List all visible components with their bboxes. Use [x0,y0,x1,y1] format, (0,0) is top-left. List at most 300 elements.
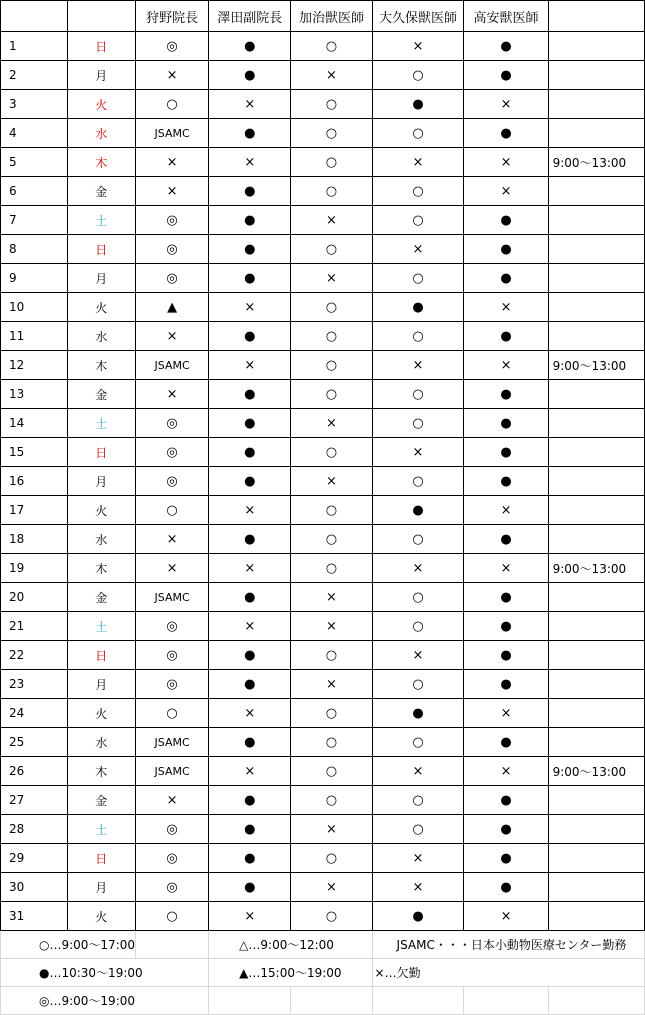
shift-cell-kaji: ○ [291,90,372,119]
hours-note [548,641,644,670]
schedule-row [1,902,645,931]
day-number: 15 [1,438,68,467]
shift-cell-kano: JSAMC [136,728,209,757]
weekday: 日 [67,641,135,670]
shift-cell-kaji: ○ [291,322,372,351]
hours-note [548,438,644,467]
hours-note [548,902,644,931]
shift-cell-kano: ◎ [136,264,209,293]
header-cell [1,1,68,32]
shift-cell-takayasu: ● [464,235,548,264]
shift-cell-takayasu: ● [464,873,548,902]
hours-note [548,293,644,322]
shift-cell-kaji: ○ [291,641,372,670]
shift-cell-kaji: × [291,583,372,612]
shift-cell-takayasu: × [464,148,548,177]
shift-cell-okubo: × [372,235,464,264]
shift-cell-kaji: ○ [291,32,372,61]
shift-cell-kano: JSAMC [136,351,209,380]
shift-cell-sawada: ● [209,32,291,61]
shift-cell-takayasu: ● [464,844,548,873]
day-number: 29 [1,844,68,873]
schedule-row [1,206,645,235]
legend-spacer [136,931,209,959]
hours-note [548,90,644,119]
shift-cell-sawada: ● [209,206,291,235]
day-number: 21 [1,612,68,641]
shift-cell-kaji: ○ [291,293,372,322]
shift-cell-okubo: × [372,438,464,467]
weekday: 月 [67,873,135,902]
shift-cell-takayasu: ● [464,264,548,293]
shift-cell-takayasu: × [464,177,548,206]
day-number: 11 [1,322,68,351]
shift-cell-sawada: × [209,148,291,177]
hours-note [548,670,644,699]
day-number: 28 [1,815,68,844]
shift-cell-sawada: ● [209,409,291,438]
shift-cell-okubo: × [372,844,464,873]
shift-cell-kano: JSAMC [136,757,209,786]
shift-cell-kaji: ○ [291,119,372,148]
weekday: 月 [67,670,135,699]
weekday: 木 [67,757,135,786]
shift-cell-sawada: ● [209,264,291,293]
shift-cell-okubo: ● [372,90,464,119]
legend-black-triangle: ▲…15:00～19:00 [209,959,372,987]
schedule-row [1,380,645,409]
weekday: 火 [67,90,135,119]
day-number: 27 [1,786,68,815]
day-number: 3 [1,90,68,119]
shift-cell-takayasu: ● [464,786,548,815]
shift-cell-sawada: ● [209,177,291,206]
legend-row [1,987,645,1015]
weekday: 水 [67,322,135,351]
shift-cell-kaji: × [291,873,372,902]
shift-cell-kano: ◎ [136,438,209,467]
header-doctor-takayasu: 高安獣医師 [464,1,548,32]
shift-cell-takayasu: ● [464,525,548,554]
shift-cell-kaji: ○ [291,728,372,757]
weekday: 火 [67,699,135,728]
day-number: 2 [1,61,68,90]
hours-note [548,32,644,61]
shift-cell-okubo: ○ [372,467,464,496]
legend-jsamc: JSAMC・・・日本小動物医療センター勤務 [372,931,644,959]
weekday: 土 [67,612,135,641]
shift-cell-sawada: ● [209,322,291,351]
weekday: 木 [67,554,135,583]
schedule-row [1,235,645,264]
schedule-row [1,612,645,641]
schedule-row [1,90,645,119]
shift-cell-okubo: ○ [372,728,464,757]
shift-cell-kano: ○ [136,902,209,931]
shift-cell-okubo: ○ [372,786,464,815]
shift-cell-okubo: ○ [372,525,464,554]
schedule-row [1,873,645,902]
shift-cell-kano: × [136,525,209,554]
weekday: 火 [67,496,135,525]
shift-cell-kano: ◎ [136,815,209,844]
shift-cell-okubo: ○ [372,612,464,641]
hours-note [548,206,644,235]
day-number: 12 [1,351,68,380]
schedule-row [1,844,645,873]
header-doctor-kano: 狩野院長 [136,1,209,32]
schedule-row [1,409,645,438]
shift-cell-kano: ○ [136,496,209,525]
shift-cell-kaji: ○ [291,699,372,728]
shift-cell-kano: ◎ [136,670,209,699]
weekday: 土 [67,206,135,235]
shift-cell-takayasu: ● [464,380,548,409]
legend-spacer [464,987,548,1015]
legend-spacer [548,987,644,1015]
shift-cell-kaji: × [291,61,372,90]
weekday: 日 [67,32,135,61]
shift-cell-okubo: × [372,757,464,786]
shift-cell-sawada: ● [209,844,291,873]
shift-cell-kaji: × [291,409,372,438]
shift-cell-takayasu: ● [464,119,548,148]
shift-cell-okubo: ● [372,496,464,525]
weekday: 金 [67,786,135,815]
shift-cell-sawada: ● [209,670,291,699]
shift-cell-kaji: ○ [291,786,372,815]
weekday: 金 [67,380,135,409]
header-row [1,1,645,32]
day-number: 5 [1,148,68,177]
legend-row [1,959,645,987]
shift-cell-okubo: ○ [372,119,464,148]
schedule-row [1,496,645,525]
schedule-row [1,351,645,380]
shift-cell-takayasu: × [464,757,548,786]
shift-cell-takayasu: × [464,90,548,119]
shift-cell-takayasu: ● [464,206,548,235]
shift-cell-kano: ◎ [136,612,209,641]
weekday: 水 [67,119,135,148]
shift-cell-kaji: ○ [291,177,372,206]
schedule-row [1,467,645,496]
shift-cell-sawada: ● [209,786,291,815]
shift-cell-sawada: × [209,351,291,380]
hours-note [548,786,644,815]
schedule-row [1,32,645,61]
shift-cell-takayasu: ● [464,583,548,612]
shift-cell-kano: × [136,61,209,90]
schedule-row [1,322,645,351]
shift-cell-kaji: ○ [291,757,372,786]
hours-note [548,496,644,525]
schedule-row [1,554,645,583]
hours-note [548,409,644,438]
shift-cell-kano: ◎ [136,641,209,670]
shift-cell-takayasu: × [464,351,548,380]
hours-note [548,728,644,757]
day-number: 16 [1,467,68,496]
shift-cell-takayasu: ● [464,438,548,467]
shift-cell-sawada: × [209,902,291,931]
hours-note [548,119,644,148]
schedule-row [1,815,645,844]
shift-cell-kano: ○ [136,699,209,728]
shift-cell-takayasu: ● [464,670,548,699]
day-number: 1 [1,32,68,61]
header-doctor-kaji: 加治獣医師 [291,1,372,32]
day-number: 14 [1,409,68,438]
shift-cell-okubo: ○ [372,815,464,844]
header-doctor-sawada: 澤田副院長 [209,1,291,32]
shift-cell-okubo: ● [372,902,464,931]
shift-cell-sawada: ● [209,815,291,844]
legend-triangle: △…9:00～12:00 [209,931,372,959]
shift-cell-kaji: ○ [291,380,372,409]
weekday: 金 [67,177,135,206]
shift-cell-takayasu: × [464,902,548,931]
hours-note [548,815,644,844]
shift-cell-okubo: ○ [372,380,464,409]
shift-cell-okubo: ○ [372,264,464,293]
shift-cell-kaji: ○ [291,148,372,177]
weekday: 火 [67,293,135,322]
legend-spacer [209,987,291,1015]
schedule-row [1,583,645,612]
shift-cell-okubo: ○ [372,61,464,90]
hours-note [548,235,644,264]
shift-cell-sawada: ● [209,583,291,612]
shift-cell-kano: ◎ [136,409,209,438]
schedule-row [1,525,645,554]
shift-cell-okubo: ○ [372,409,464,438]
hours-note: 9:00～13:00 [548,554,644,583]
shift-cell-kaji: ○ [291,438,372,467]
shift-cell-kaji: × [291,467,372,496]
shift-cell-kaji: ○ [291,525,372,554]
hours-note [548,873,644,902]
weekday: 土 [67,409,135,438]
shift-cell-takayasu: ● [464,612,548,641]
shift-cell-okubo: × [372,351,464,380]
legend-cross: ×…欠勤 [372,959,644,987]
shift-cell-kaji: × [291,815,372,844]
shift-cell-kano: × [136,786,209,815]
hours-note: 9:00～13:00 [548,351,644,380]
schedule-row [1,61,645,90]
shift-cell-kano: ◎ [136,235,209,264]
schedule-row [1,119,645,148]
day-number: 6 [1,177,68,206]
legend-spacer [372,987,464,1015]
shift-cell-takayasu: ● [464,32,548,61]
day-number: 7 [1,206,68,235]
day-number: 18 [1,525,68,554]
hours-note [548,612,644,641]
shift-cell-okubo: × [372,554,464,583]
shift-cell-sawada: ● [209,61,291,90]
schedule-row [1,293,645,322]
shift-cell-sawada: × [209,90,291,119]
shift-cell-okubo: ○ [372,206,464,235]
hours-note [548,61,644,90]
schedule-row [1,264,645,293]
shift-cell-kano: × [136,554,209,583]
shift-cell-kano: × [136,322,209,351]
shift-cell-okubo: ● [372,293,464,322]
day-number: 4 [1,119,68,148]
legend-row [1,931,645,959]
schedule-row [1,728,645,757]
weekday: 土 [67,815,135,844]
shift-cell-takayasu: ● [464,815,548,844]
header-cell [548,1,644,32]
shift-cell-kano: JSAMC [136,119,209,148]
shift-cell-okubo: ○ [372,322,464,351]
weekday: 月 [67,264,135,293]
day-number: 22 [1,641,68,670]
day-number: 20 [1,583,68,612]
weekday: 日 [67,844,135,873]
shift-cell-kaji: ○ [291,902,372,931]
shift-cell-sawada: ● [209,525,291,554]
shift-cell-kaji: × [291,206,372,235]
hours-note [548,264,644,293]
weekday: 日 [67,235,135,264]
schedule-row [1,438,645,467]
weekday: 月 [67,467,135,496]
shift-cell-kaji: ○ [291,844,372,873]
schedule-row [1,641,645,670]
shift-cell-kano: ◎ [136,844,209,873]
shift-cell-kano: ▲ [136,293,209,322]
day-number: 31 [1,902,68,931]
legend-body [1,931,645,1015]
header-doctor-okubo: 大久保獣医師 [372,1,464,32]
shift-cell-kaji: × [291,670,372,699]
shift-cell-kaji: × [291,612,372,641]
hours-note: 9:00～13:00 [548,757,644,786]
weekday: 木 [67,351,135,380]
shift-cell-sawada: ● [209,728,291,757]
hours-note [548,467,644,496]
schedule-row [1,670,645,699]
weekday: 木 [67,148,135,177]
day-number: 19 [1,554,68,583]
schedule-row [1,757,645,786]
day-number: 13 [1,380,68,409]
shift-cell-okubo: ● [372,699,464,728]
hours-note [548,525,644,554]
header-cell [67,1,135,32]
shift-cell-takayasu: ● [464,467,548,496]
shift-cell-takayasu: × [464,699,548,728]
shift-cell-takayasu: × [464,293,548,322]
shift-cell-okubo: × [372,873,464,902]
schedule-row [1,177,645,206]
hours-note [548,699,644,728]
hours-note [548,844,644,873]
shift-cell-kaji: ○ [291,554,372,583]
shift-cell-kano: × [136,380,209,409]
hours-note [548,177,644,206]
day-number: 26 [1,757,68,786]
shift-cell-kano: ◎ [136,206,209,235]
day-number: 23 [1,670,68,699]
shift-cell-sawada: ● [209,235,291,264]
shift-cell-takayasu: ● [464,641,548,670]
shift-cell-kano: × [136,177,209,206]
shift-cell-okubo: ○ [372,670,464,699]
weekday: 金 [67,583,135,612]
shift-cell-kano: ◎ [136,873,209,902]
shift-cell-sawada: ● [209,380,291,409]
weekday: 日 [67,438,135,467]
day-number: 17 [1,496,68,525]
shift-cell-sawada: × [209,293,291,322]
shift-cell-sawada: × [209,612,291,641]
shift-cell-kano: ◎ [136,32,209,61]
weekday: 水 [67,728,135,757]
shift-cell-kaji: ○ [291,496,372,525]
shift-cell-sawada: ● [209,641,291,670]
shift-cell-sawada: × [209,496,291,525]
legend-circle: ○…9:00～17:00 [1,931,136,959]
shift-cell-sawada: × [209,757,291,786]
weekday: 月 [67,61,135,90]
weekday: 水 [67,525,135,554]
schedule-row [1,786,645,815]
shift-cell-takayasu: ● [464,61,548,90]
schedule-body [1,1,645,931]
shift-cell-kano: ○ [136,90,209,119]
hours-note: 9:00～13:00 [548,148,644,177]
shift-cell-kano: ◎ [136,467,209,496]
legend-spacer [291,987,372,1015]
weekday: 火 [67,902,135,931]
shift-cell-kaji: ○ [291,235,372,264]
shift-cell-takayasu: ● [464,409,548,438]
shift-cell-sawada: ● [209,438,291,467]
schedule-row [1,148,645,177]
shift-cell-kano: × [136,148,209,177]
hours-note [548,380,644,409]
shift-cell-okubo: ○ [372,583,464,612]
hours-note [548,322,644,351]
shift-cell-kano: JSAMC [136,583,209,612]
day-number: 8 [1,235,68,264]
legend-double-circle: ◎…9:00～19:00 [1,987,209,1015]
shift-cell-sawada: ● [209,467,291,496]
shift-cell-kaji: ○ [291,351,372,380]
shift-cell-sawada: × [209,554,291,583]
day-number: 24 [1,699,68,728]
day-number: 9 [1,264,68,293]
legend-black-circle: ●…10:30～19:00 [1,959,209,987]
day-number: 10 [1,293,68,322]
shift-cell-sawada: ● [209,119,291,148]
shift-cell-takayasu: ● [464,322,548,351]
schedule-row [1,699,645,728]
shift-cell-kaji: × [291,264,372,293]
shift-cell-takayasu: × [464,496,548,525]
hours-note [548,583,644,612]
shift-cell-okubo: × [372,32,464,61]
shift-cell-okubo: ○ [372,177,464,206]
shift-cell-takayasu: × [464,554,548,583]
shift-cell-okubo: × [372,148,464,177]
